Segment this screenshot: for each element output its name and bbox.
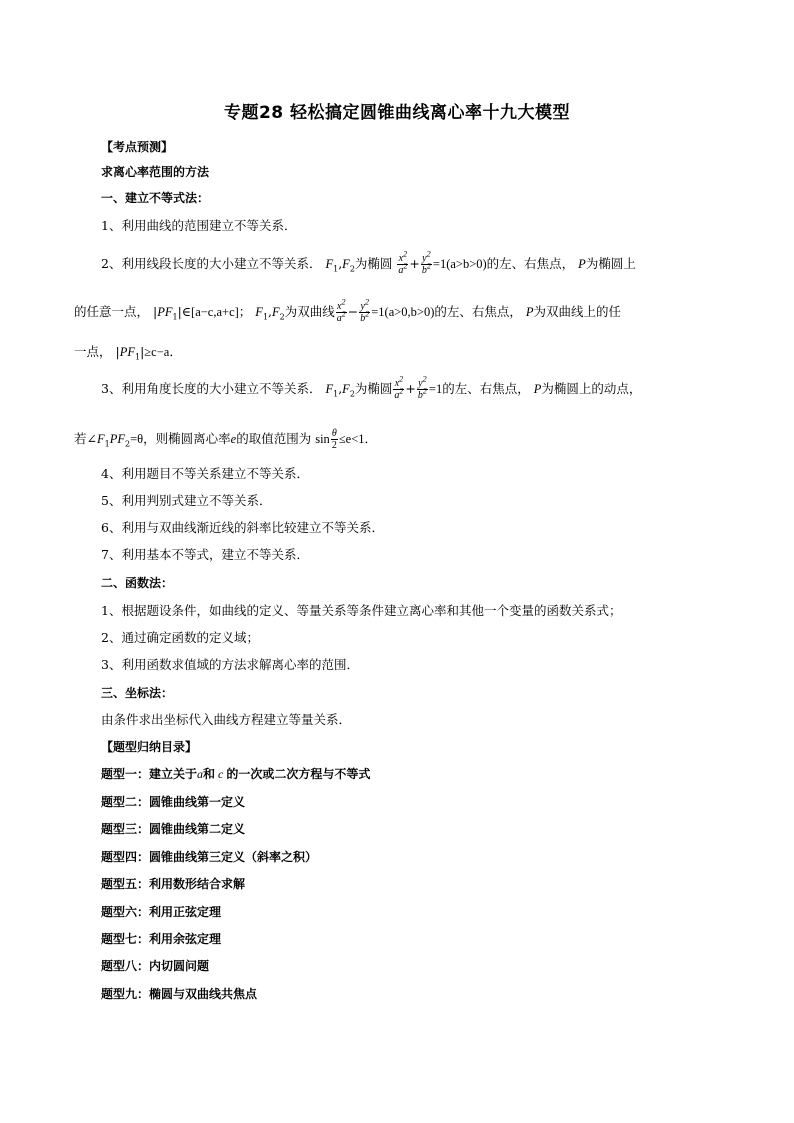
ellipse-y-term: $\frac{y^2}{b^2}$: [421, 249, 431, 276]
section2-item1: 1、根据题设条件，如曲线的定义、等量关系等条件建立离心率和其他一个变量的函数关系式；: [101, 603, 622, 618]
hyperbola-x-term: $\frac{x^2}{a^2}$: [336, 297, 346, 324]
section1-item3-line1: 3、利用角度长度的大小建立不等关系． $F_1,F_2$为椭圆 $\frac{x^2}{a^2}$ + $\frac{y^2}{b^2}$ =1的左、右焦点， P为椭圆上的动点，: [101, 374, 642, 401]
item3-line2-a: 若∠: [74, 431, 97, 446]
item2-line2-range: ∈[a−c,a+c]: [181, 305, 239, 319]
item3-tail: 的左、右焦点，: [442, 381, 530, 396]
method-heading: 求离心率范围的方法: [101, 165, 210, 179]
section1-item3-line2: 若$\angle F_1PF_2=\theta$，则椭圆离心率e的取值范围为 sin $\frac{\theta}{2}$ ≤e<1．: [74, 428, 378, 451]
item3-eq: =1: [428, 382, 443, 396]
section1-item1: 1、利用曲线的范围建立不等关系．: [101, 218, 297, 233]
catalog-item-8: 题型八：内切圆问题: [101, 959, 210, 973]
catalog-item-1-b: 和: [203, 767, 216, 781]
section2-item3: 3、利用函数求值域的方法求解离心率的范围．: [101, 657, 359, 672]
catalog-item-6: 题型六：利用正弦定理: [101, 905, 222, 919]
catalog-item-1-a: 题型一：建立关于: [101, 767, 198, 781]
catalog-item-7: 题型七：利用余弦定理: [101, 932, 222, 946]
item3-prefix: 3、利用角度长度的大小建立不等关系．: [101, 381, 322, 396]
item3-line2-b: ，则椭圆离心率: [143, 431, 231, 446]
catalog-item-1-c: 的一次或二次方程与不等式: [226, 767, 371, 781]
item2-line2-d: 的左、右焦点，: [434, 304, 522, 319]
item3-tail2: 为椭圆上的动点，: [541, 381, 642, 396]
page-title: 专题28 轻松搞定圆锥曲线离心率十九大模型: [223, 103, 571, 123]
hyperbola-y-term: $\frac{y^2}{b^2}$: [360, 297, 370, 324]
item2-line3-ineq: ≥c−a: [144, 345, 170, 359]
section3-heading: 三、坐标法：: [101, 686, 174, 700]
item2-line2-c: 为双曲线: [284, 304, 335, 319]
item2-mid: 为椭圆: [354, 256, 393, 271]
item3-mid: 为椭圆: [354, 381, 393, 396]
section1-item4: 4、利用题目不等关系建立不等关系．: [101, 466, 309, 481]
item3-y-term: $\frac{y^2}{b^2}$: [417, 374, 427, 401]
catalog-item-1: 题型一：建立关于a和 c 的一次或二次方程与不等式: [101, 767, 371, 781]
kaodian-heading: 【考点预测】: [101, 140, 174, 154]
item3-line2-c: 的取值范围为: [236, 431, 312, 446]
item2-line2-e: 为双曲线上的任: [533, 304, 622, 319]
catalog-item-5: 题型五：利用数形结合求解: [101, 877, 246, 891]
catalog-heading: 【题型归纳目录】: [101, 740, 198, 754]
item2-tail: 的左、右焦点，: [486, 256, 575, 271]
item3-x-term: $\frac{x^2}{a^2}$: [394, 374, 404, 401]
item2-line2-b: ；: [238, 304, 252, 319]
section1-item5: 5、利用判别式建立不等关系．: [101, 493, 272, 508]
section1-item6: 6、利用与双曲线渐近线的斜率比较建立不等关系．: [101, 520, 384, 535]
catalog-item-2: 题型二：圆锥曲线第一定义: [101, 795, 246, 809]
item2-prefix: 2、利用线段长度的大小建立不等关系．: [101, 256, 322, 271]
section1-item2-line2: 的任意一点， $|PF_1|\in[a-c,a+c]$； $F_1,F_2$为双曲线 $\frac{x^2}{a^2}$ − $\frac{y^2}{b^2}$ =1(a>0,b>0)的左、右焦点， P为双曲线上的任: [74, 297, 622, 324]
item2-cond: =1(a>b>0): [432, 257, 487, 271]
ellipse-x-term: $\frac{x^2}{a^2}$: [398, 249, 408, 276]
section3-item1: 由条件求出坐标代入曲线方程建立等量关系．: [101, 712, 352, 727]
item2-line2-a: 的任意一点，: [74, 304, 150, 319]
item3-line2-eq: =θ: [130, 432, 144, 446]
section1-item7: 7、利用基本不等式，建立不等关系．: [101, 547, 309, 562]
section1-heading: 一、建立不等式法：: [101, 191, 210, 205]
item2-line3-end: ．: [169, 344, 182, 359]
catalog-item-4: 题型四：圆锥曲线第三定义（斜率之积）: [101, 850, 318, 864]
section1-item2-line1: 2、利用线段长度的大小建立不等关系． $F_1,F_2$为椭圆 $\frac{x^2}{a^2}$ + $\frac{y^2}{b^2}$ =1(a>b>0)的左、右焦点， P为椭圆上: [101, 249, 636, 276]
section2-item2: 2、通过确定函数的定义域；: [101, 630, 259, 645]
item3-line2-ineq: ≤e<1: [338, 432, 365, 446]
catalog-item-9: 题型九：椭圆与双曲线共焦点: [101, 987, 258, 1001]
section1-item2-line3: 一点， $|PF_1|\ge c-a$．: [74, 344, 182, 362]
section2-heading: 二、函数法：: [101, 576, 174, 590]
half-theta: $\frac{\theta}{2}$: [331, 428, 337, 451]
item2-line3-a: 一点，: [74, 344, 112, 359]
item3-line2-end: ．: [364, 431, 378, 446]
item2-line2-cond: =1(a>0,b>0): [371, 305, 435, 319]
catalog-item-3: 题型三：圆锥曲线第二定义: [101, 822, 246, 836]
item2-tail2: 为椭圆上: [585, 256, 636, 271]
